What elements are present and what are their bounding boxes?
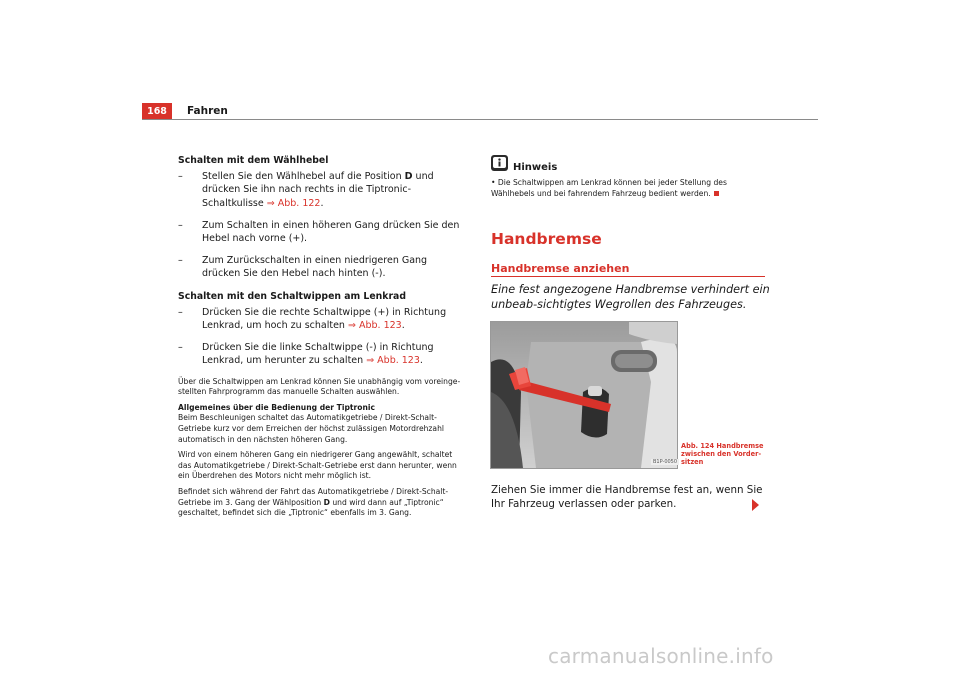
info-bold: D (323, 497, 330, 507)
info-text: und wird dann auf „Tiptronic“ geschaltet, befindet sich die „Tiptronic“ ebenfalls im 3. Gang. (178, 497, 444, 518)
step-text: Drücken Sie die linke Schaltwippe (-) in Richtung Lenkrad, um herunter zu schalten (202, 342, 434, 367)
running-header: Fahren (187, 105, 228, 117)
figure-ref-122[interactable]: ⇒ Abb. 122 (266, 197, 321, 209)
bullet: • (491, 178, 496, 187)
info-text: Befindet sich während der Fahrt das Automatikgetriebe / Direkt-Schalt-Getriebe im 3. Gang der Wählposition (178, 486, 449, 507)
body-paragraph: Ziehen Sie immer die Handbremse fest an, wenn Sie Ihr Fahrzeug verlassen oder parken. (491, 484, 763, 510)
info-paragraph: Beim Beschleunigen schaltet das Automatikgetriebe / Direkt-Schalt-Getriebe kurz vor dem Erreichen der höchst zulässigen Motordrehzahl automatisch in den nächsten höheren Gang. (178, 413, 444, 444)
info-paragraph: Wird von einem höheren Gang ein niedrigerer Gang angewählt, schaltet das Automatikgetriebe / Direkt-Schalt-Getriebe erst dann herunter, wenn ein Überdrehen des Motors nicht mehr möglich ist. (178, 450, 457, 481)
section-title: Handbremse (491, 230, 602, 248)
figure-caption: Abb. 124 Handbremse zwischen den Vorder-sitzen (681, 442, 764, 466)
page-number: 168 (142, 103, 172, 120)
step-text: Stellen Sie den Wählhebel auf die Position (202, 171, 405, 183)
step-dash: – (178, 255, 183, 267)
step-text: . (320, 197, 324, 209)
handbrake-illustration (491, 322, 677, 468)
lead-paragraph: Eine fest angezogene Handbremse verhindert ein unbeab-sichtigtes Wegrollen des Fahrzeuges. (491, 283, 770, 311)
info-paragraph: Über die Schaltwippen am Lenkrad können Sie unabhängig vom voreinge-stellten Fahrprogramm das manuelle Schalten auswählen. (178, 376, 461, 397)
figure-code: B1P-0050 (653, 459, 678, 465)
note-text: Die Schaltwippen am Lenkrad können bei jeder Stellung des Wählhebels und bei fahrendem Fahrzeug bedient werden. (491, 178, 727, 198)
step-text: . (419, 355, 423, 367)
step-dash: – (178, 171, 183, 183)
heading-wippen: Schalten mit den Schaltwippen am Lenkrad (178, 290, 406, 302)
watermark: carmanualsonline.info (548, 644, 774, 668)
step-dash: – (178, 306, 183, 318)
info-paragraph (178, 487, 468, 519)
note-title: Hinweis (513, 162, 558, 173)
step-text: Zum Zurückschalten in einen niedrigeren Gang drücken Sie den Hebel nach hinten (-). (202, 255, 428, 280)
figure-ref-123[interactable]: ⇒ Abb. 123 (347, 320, 402, 332)
step-text: Zum Schalten in einen höheren Gang drücken Sie den Hebel nach vorne (+). (202, 219, 460, 245)
step-dash: – (178, 342, 183, 354)
step-dash: – (178, 219, 183, 231)
heading-wahlhebel: Schalten mit dem Wählhebel (178, 155, 329, 166)
step-text: . (401, 320, 405, 332)
step-item (178, 254, 468, 280)
header-rule (142, 119, 818, 120)
step-bold: D (404, 171, 413, 183)
step-item (178, 219, 468, 245)
step-text: Drücken Sie die rechte Schaltwippe (+) in Richtung Lenkrad, um hoch zu schalten (202, 306, 447, 332)
step-item (178, 170, 468, 210)
end-marker-icon (714, 191, 719, 196)
note-body (491, 177, 766, 199)
figure-ref-123[interactable]: ⇒ Abb. 123 (366, 355, 420, 367)
subsection-rule (491, 276, 765, 277)
subsection-title: Handbremse anziehen (491, 262, 630, 275)
handbrake-photo (490, 321, 678, 469)
continue-arrow-icon (752, 499, 759, 511)
left-column (178, 154, 468, 524)
step-item (178, 306, 468, 332)
step-text: und drücken Sie ihn nach rechts in die Tiptronic-Schaltkulisse (202, 171, 434, 209)
info-heading: Allgemeines über die Bedienung der Tiptronic (178, 402, 375, 412)
step-item (178, 341, 468, 367)
info-icon (491, 155, 508, 171)
